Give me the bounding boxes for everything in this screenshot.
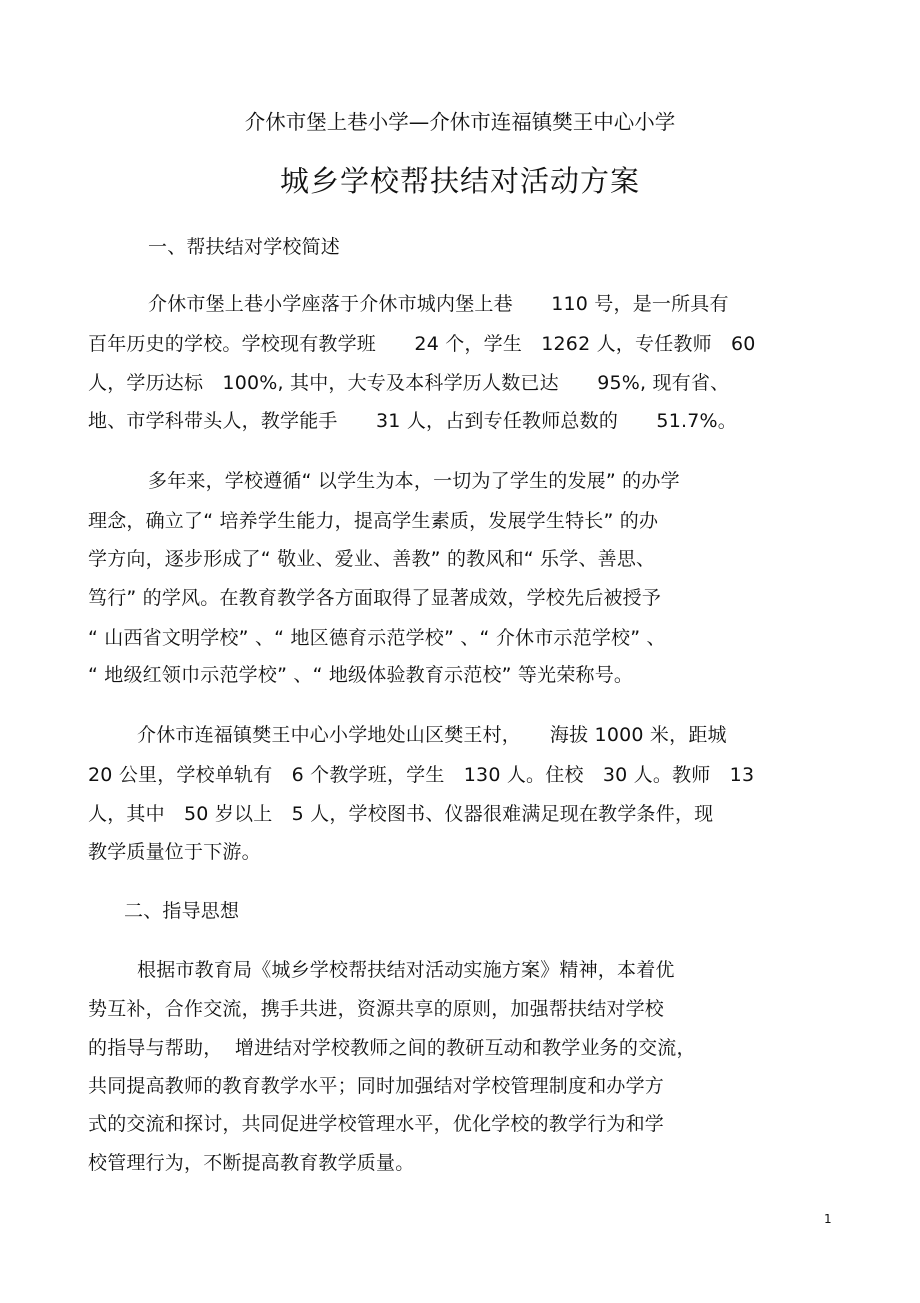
paragraph-4-line-6: 校管理行为，不断提高教育教学质量。 [88, 1152, 415, 1174]
paragraph-1-line-3: 人，学历达标 100%, 其中，大专及本科学历人数已达 95%, 现有省、 [88, 372, 730, 394]
paragraph-1-line-4: 地、市学科带头人，教学能手 31 人，占到专任教师总数的 51.7%。 [88, 410, 737, 432]
document-title: 城乡学校帮扶结对活动方案 [279, 164, 640, 198]
document-subtitle: 介休市堡上巷小学—介休市连福镇樊王中心小学 [244, 110, 676, 134]
paragraph-2-line-4: 笃行” 的学风。在教育教学各方面取得了显著成效，学校先后被授予 [88, 587, 662, 609]
paragraph-3-line-1: 介休市连福镇樊王中心小学地处山区樊王村， 海拔 1000 米，距城 [137, 724, 727, 746]
paragraph-4-line-2: 势互补，合作交流，携手共进，资源共享的原则，加强帮扶结对学校 [88, 998, 665, 1020]
paragraph-1-line-1: 介休市堡上巷小学座落于介休市城内堡上巷 110 号，是一所具有 [148, 293, 729, 315]
paragraph-3-line-4: 教学质量位于下游。 [88, 841, 261, 863]
paragraph-4-line-4: 共同提高教师的教育教学水平；同时加强结对学校管理制度和办学方 [88, 1075, 665, 1097]
paragraph-4-line-5: 式的交流和探讨，共同促进学校管理水平，优化学校的教学行为和学 [88, 1113, 665, 1135]
section-heading-1: 一、帮扶结对学校简述 [148, 236, 341, 258]
paragraph-1-line-2: 百年历史的学校。学校现有教学班 24 个，学生 1262 人，专任教师 60 [88, 333, 756, 355]
paragraph-4-line-3: 的指导与帮助， 增进结对学校教师之间的教研互动和教学业务的交流， [88, 1037, 696, 1059]
paragraph-3-line-3: 人，其中 50 岁以上 5 人，学校图书、仪器很难满足现在教学条件，现 [88, 803, 714, 825]
section-heading-2: 二、指导思想 [124, 900, 240, 922]
paragraph-2-line-5: “ 山西省文明学校” 、“ 地区德育示范学校” 、“ 介休市示范学校” 、 [88, 627, 666, 649]
paragraph-2-line-6: “ 地级红领巾示范学校” 、“ 地级体验教育示范校” 等光荣称号。 [88, 664, 634, 686]
paragraph-2-line-1: 多年来，学校遵循“ 以学生为本，一切为了学生的发展” 的办学 [148, 470, 680, 492]
paragraph-3-line-2: 20 公里，学校单轨有 6 个教学班，学生 130 人。住校 30 人。教师 13 [88, 764, 755, 786]
paragraph-4-line-1: 根据市教育局《城乡学校帮扶结对活动实施方案》精神，本着优 [137, 959, 675, 981]
paragraph-2-line-2: 理念，确立了“ 培养学生能力，提高学生素质，发展学生特长” 的办 [88, 510, 659, 532]
paragraph-2-line-3: 学方向，逐步形成了“ 敬业、爱业、善教” 的教风和“ 乐学、善思、 [88, 548, 656, 570]
page-number: 1 [824, 1212, 832, 1226]
